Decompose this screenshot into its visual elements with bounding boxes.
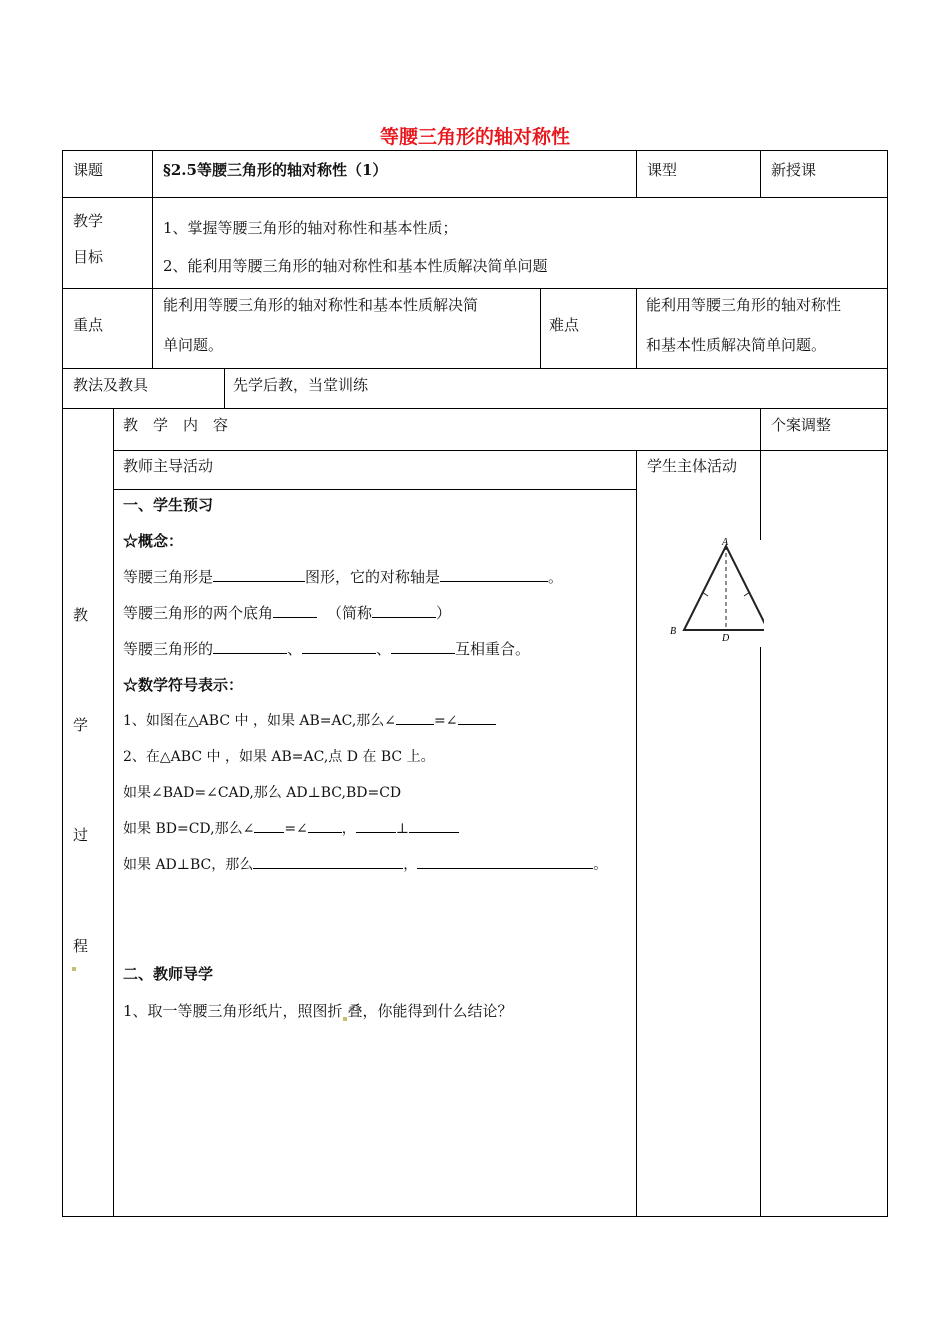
student-header: 学生主体活动 [647,457,738,475]
symbol-line-3: 如果∠BAD=∠CAD,那么 AD⊥BC,BD=CD [123,785,402,801]
vertex-label-b: B [670,626,677,637]
vertex-label-a: A [722,537,729,548]
method-value: 先学后教，当堂训练 [233,376,369,394]
section2-heading: 二、教师导学 [123,965,214,983]
difficulty-label: 难点 [549,316,580,334]
section1-heading: 一、学生预习 [123,496,214,514]
key-points-line1: 能利用等腰三角形的轴对称性和基本性质解决简 [163,296,479,314]
section2-question-1: 1、取一等腰三角形纸片，照图折 叠，你能得到什么结论？ [123,1002,513,1020]
method-label: 教法及教具 [73,376,149,394]
goals-label-line1: 教学 [73,212,104,230]
process-char-3: 过 [73,826,89,844]
difficulty-line1: 能利用等腰三角形的轴对称性 [646,296,842,314]
topic-value: §2.5等腰三角形的轴对称性（1） [163,161,388,179]
symbol-line-2: 2、在△ABC 中 ，如果 AB=AC,点 D 在 BC 上。 [123,749,435,765]
process-char-1: 教 [73,606,89,624]
goals-label-line2: 目标 [73,248,104,266]
symbol-line-4: 如果 BD=CD,那么∠ =∠ ， ⊥ [123,818,459,838]
type-value: 新授课 [771,161,817,179]
concept-line-2: 等腰三角形的两个底角 （简称 ） [123,604,452,622]
figure-clip [764,536,774,648]
vertex-label-d: D [722,633,730,644]
artifact-dot [72,967,76,971]
process-char-4: 程 [73,937,89,955]
topic-label: 课题 [73,161,104,179]
teacher-header: 教师主导活动 [123,457,214,475]
process-char-2: 学 [73,716,89,734]
triangle-figure [664,536,768,644]
adjust-header: 个案调整 [771,416,832,434]
goal-item-1: 1、掌握等腰三角形的轴对称性和基本性质； [163,219,458,237]
symbol-line-5: 如果 AD⊥BC，那么 ， 。 [123,854,607,874]
document-title: 等腰三角形的轴对称性 [379,126,570,148]
concept-line-3: 等腰三角形的 、 、 互相重合。 [123,640,531,658]
goal-item-2: 2、能利用等腰三角形的轴对称性和基本性质解决简单问题 [163,257,548,275]
key-points-label: 重点 [73,316,104,334]
key-points-line2: 单问题。 [163,336,224,354]
type-label: 课型 [647,161,678,179]
symbol-heading: ☆数学符号表示： [123,676,244,694]
content-header: 教 学 内 容 [123,416,229,434]
symbol-line-1: 1、如图在△ABC 中 ，如果 AB=AC,那么∠ =∠ [123,710,496,730]
concept-heading: ☆概念： [123,532,184,550]
difficulty-line2: 和基本性质解决简单问题。 [646,336,827,354]
concept-line-1: 等腰三角形是 图形，它的对称轴是 。 [123,568,564,586]
